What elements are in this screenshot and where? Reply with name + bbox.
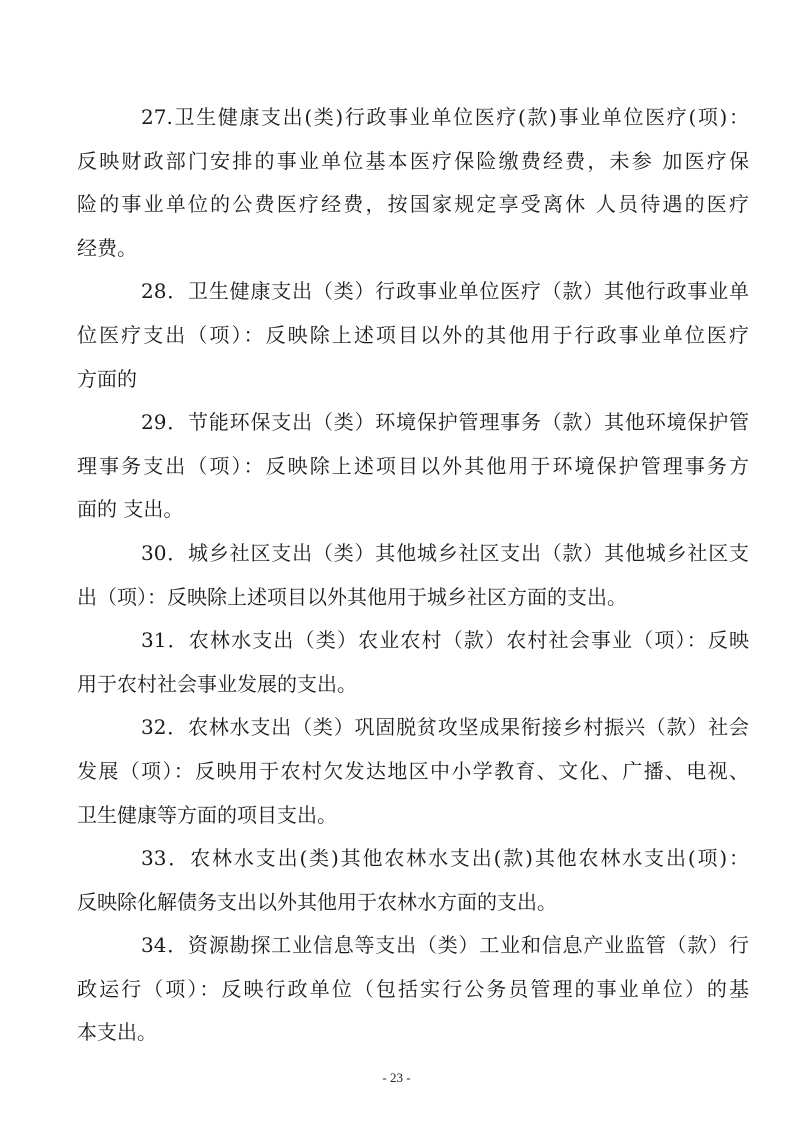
text-line: 面的 支出。 (77, 497, 184, 522)
text-line: 反映财政部门安排的事业单位基本医疗保险缴费经费，未参 加医疗保 (77, 148, 749, 173)
text-line: 30．城乡社区支出（类）其他城乡社区支出（款）其他城乡社区支 (141, 540, 749, 565)
paragraph-item (77, 619, 749, 706)
text-line: 32．农林水支出（类）巩固脱贫攻坚成果衔接乡村振兴（款）社会 (141, 715, 749, 740)
text-line: 34．资源勘探工业信息等支出（类）工业和信息产业监管（款）行 (141, 933, 749, 958)
paragraph-item (77, 706, 749, 837)
text-line: 29．节能环保支出（类）环境保护管理事务（款）其他环境保护管 (141, 410, 749, 435)
text-line: 27.卫生健康支出(类)行政事业单位医疗(款)事业单位医疗(项)： (141, 105, 749, 129)
paragraph-item (77, 532, 749, 619)
text-line: 33．农林水支出(类)其他农林水支出(款)其他农林水支出(项)： (141, 846, 749, 871)
paragraph-item (77, 924, 749, 1055)
paragraph-item (77, 401, 749, 532)
text-line: 卫生健康等方面的项目支出。 (77, 802, 337, 827)
text-line: 发展（项）：反映用于农村欠发达地区中小学教育、文化、广播、电视、 (77, 758, 749, 783)
text-line: 理事务支出（项）：反映除上述项目以外其他用于环境保护管理事务方 (77, 453, 749, 478)
text-line: 险的事业单位的公费医疗经费，按国家规定享受离休 人员待遇的医疗 (77, 192, 749, 217)
text-line: 反映除化解债务支出以外其他用于农林水方面的支出。 (77, 889, 557, 914)
text-line: 出（项）：反映除上述项目以外其他用于城乡社区方面的支出。 (77, 584, 627, 609)
paragraph-item (77, 96, 749, 270)
paragraph-item (77, 837, 749, 924)
document-body (77, 96, 749, 1055)
text-line: 28．卫生健康支出（类）行政事业单位医疗（款）其他行政事业单 (141, 279, 749, 304)
text-line: 本支出。 (77, 1020, 157, 1045)
text-line: 用于农村社会事业发展的支出。 (77, 671, 357, 696)
text-line: 政运行（项）：反映行政单位（包括实行公务员管理的事业单位）的基 (77, 976, 749, 1001)
text-line: 经费。 (77, 235, 137, 260)
page-number: - 23 - (382, 1070, 411, 1085)
paragraph-item (77, 270, 749, 401)
text-line: 位医疗支出（项）：反映除上述项目以外的其他用于行政事业单位医疗 (77, 322, 749, 347)
text-line: 方面的 (77, 366, 137, 391)
text-line: 31．农林水支出（类）农业农村（款）农村社会事业（项）：反映 (141, 628, 749, 653)
